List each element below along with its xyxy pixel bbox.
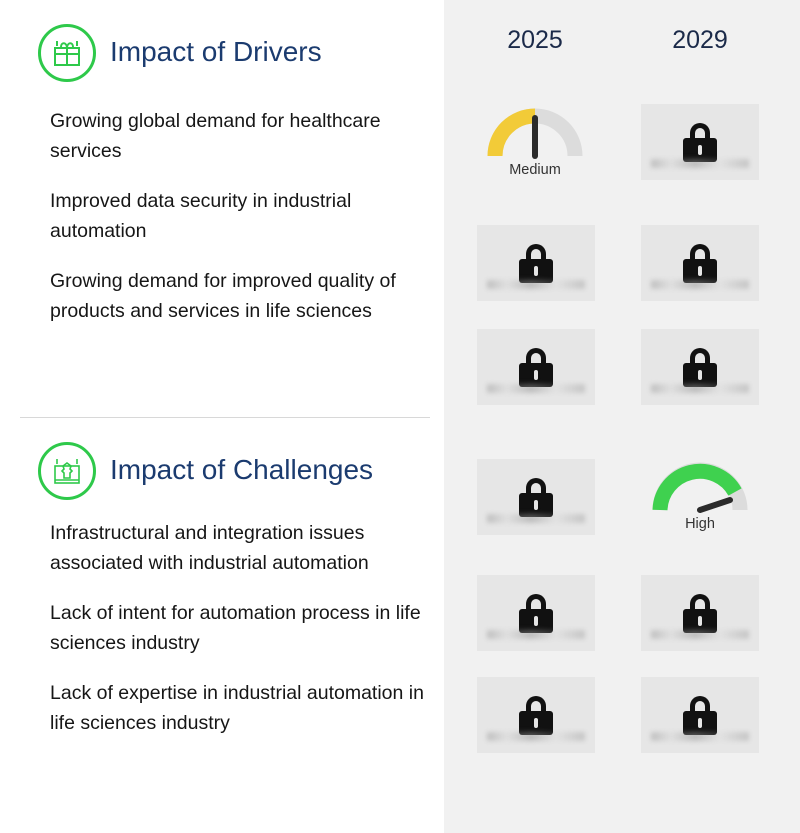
lock-icon	[683, 696, 717, 734]
column-header-2029: 2029	[672, 26, 728, 54]
section-challenges	[0, 418, 444, 734]
challenges-icon	[38, 442, 96, 500]
lock-icon	[683, 348, 717, 386]
locked-cell-d1-2029[interactable]	[641, 104, 759, 180]
lock-icon	[519, 594, 553, 632]
blurred-value	[487, 384, 585, 393]
gauge-medium	[487, 106, 583, 160]
lock-icon	[519, 478, 553, 516]
lock-icon	[683, 244, 717, 282]
gauge-high	[652, 460, 748, 514]
drivers-bullets	[50, 106, 430, 346]
locked-cell-d3-2029[interactable]	[641, 329, 759, 405]
blurred-value	[651, 384, 749, 393]
blurred-value	[487, 732, 585, 741]
drivers-icon	[38, 24, 96, 82]
lock-icon	[519, 696, 553, 734]
lock-icon	[683, 594, 717, 632]
challenge-bullet-1: Infrastructural and integration issues associated with industrial automation	[50, 522, 369, 574]
locked-cell-c1-2025[interactable]	[477, 459, 595, 535]
blurred-value	[651, 732, 749, 741]
blurred-value	[651, 280, 749, 289]
gauge-challenges-2029	[641, 460, 759, 552]
blurred-value	[651, 159, 749, 168]
challenges-header	[0, 418, 444, 504]
challenge-bullet-3: Lack of expertise in industrial automation in life sciences industry	[50, 682, 424, 734]
locked-cell-d3-2025[interactable]	[477, 329, 595, 405]
driver-bullet-1: Growing global demand for healthcare services	[50, 110, 381, 162]
drivers-title: Impact of Drivers	[110, 36, 322, 67]
section-drivers	[0, 0, 444, 322]
gauge-drivers-2025	[476, 106, 594, 198]
drivers-header	[0, 0, 444, 86]
locked-cell-c3-2029[interactable]	[641, 677, 759, 753]
lock-icon	[519, 348, 553, 386]
blurred-value	[487, 280, 585, 289]
driver-bullet-2: Improved data security in industrial automation	[50, 190, 352, 242]
driver-bullet-3: Growing demand for improved quality of products and services in life sciences	[50, 270, 396, 322]
locked-cell-c2-2025[interactable]	[477, 575, 595, 651]
challenge-bullet-2: Lack of intent for automation process in life sciences industry	[50, 602, 421, 654]
column-header-2025: 2025	[507, 26, 563, 54]
locked-cell-c3-2025[interactable]	[477, 677, 595, 753]
locked-cell-d2-2029[interactable]	[641, 225, 759, 301]
blurred-value	[487, 514, 585, 523]
lock-icon	[683, 123, 717, 161]
gauge-drivers-2025-label: Medium	[509, 162, 561, 178]
blurred-value	[487, 630, 585, 639]
gauge-challenges-2029-label: High	[685, 516, 715, 532]
challenges-title: Impact of Challenges	[110, 454, 374, 485]
locked-cell-d2-2025[interactable]	[477, 225, 595, 301]
locked-cell-c2-2029[interactable]	[641, 575, 759, 651]
challenges-bullets	[50, 518, 430, 758]
lock-icon	[519, 244, 553, 282]
blurred-value	[651, 630, 749, 639]
